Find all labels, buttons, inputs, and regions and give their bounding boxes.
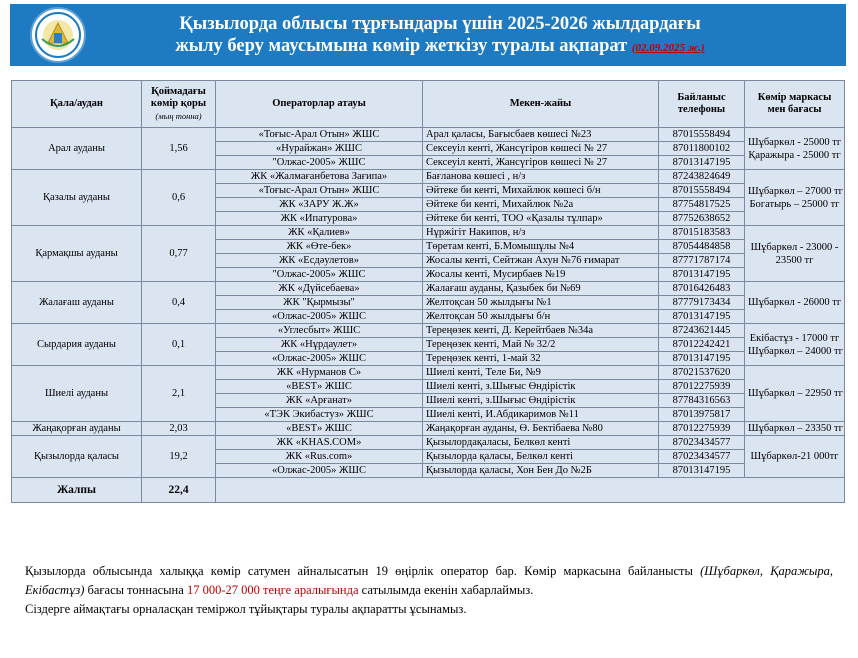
title-line-2: жылу беру маусымына көмір жеткізу туралы ақпарат: [175, 36, 628, 56]
table-row: [12, 324, 845, 338]
price-cell: [745, 128, 845, 170]
address-cell: Төретам кенті, Б.Момышұлы №4: [423, 240, 659, 254]
phone-cell: 87015183583: [659, 226, 745, 240]
region-cell: Шиелі ауданы: [12, 366, 142, 422]
volume-cell: 0,77: [142, 226, 216, 282]
volume-cell: 1,56: [142, 128, 216, 170]
address-cell: Желтоқсан 50 жылдығы №1: [423, 296, 659, 310]
price-cell: [745, 366, 845, 422]
price-line: 23500 тг: [775, 254, 814, 266]
coal-operators-table: [11, 80, 845, 503]
phone-cell: 87012242421: [659, 338, 745, 352]
footer-text-3: сатылымда екенін хабарлаймыз.: [358, 583, 534, 597]
region-cell: Жаңақорған ауданы: [12, 422, 142, 436]
region-cell: Сырдария ауданы: [12, 324, 142, 366]
address-cell: Әйтеке би кенті, Михайлюк №2а: [423, 198, 659, 212]
operator-cell: ЖК «Дүйсебаева»: [216, 282, 423, 296]
price-cell: [745, 226, 845, 282]
header-volume-label: Қоймадағы көмір қоры: [150, 86, 207, 109]
region-cell: Жалағаш ауданы: [12, 282, 142, 324]
footer-note: [25, 562, 833, 619]
address-cell: Қызылорда қаласы, Белкөл кенті: [423, 450, 659, 464]
operator-cell: «ТЭК Экибастуз» ЖШС: [216, 408, 423, 422]
phone-cell: 87015558494: [659, 184, 745, 198]
total-label: Жалпы: [12, 478, 142, 503]
address-cell: Жаңақорған ауданы, Ө. Бектібаева №80: [423, 422, 659, 436]
address-cell: Сексеуіл кенті, Жансүгіров көшесі № 27: [423, 142, 659, 156]
region-cell: Қармақшы ауданы: [12, 226, 142, 282]
phone-cell: 87779173434: [659, 296, 745, 310]
table-row: [12, 226, 845, 240]
address-cell: Жосалы кенті, Мусирбаев №19: [423, 268, 659, 282]
volume-cell: 2,03: [142, 422, 216, 436]
price-line: Шұбаркөл - 25000 тг: [748, 136, 842, 148]
price-line: Шұбаркөл - 23000 -: [750, 241, 839, 253]
price-line: Шұбаркөл – 27000 тг: [748, 185, 843, 197]
address-cell: Арал қаласы, Бағысбаев көшесі №23: [423, 128, 659, 142]
price-cell: [745, 436, 845, 478]
table-row: [12, 366, 845, 380]
table-row: [12, 436, 845, 450]
volume-cell: 19,2: [142, 436, 216, 478]
operator-cell: «BEST» ЖШС: [216, 422, 423, 436]
operator-cell: ЖК «Ипатурова»: [216, 212, 423, 226]
phone-cell: 87021537620: [659, 366, 745, 380]
address-cell: Шиелі кенті, И.Абдикаримов №11: [423, 408, 659, 422]
operator-cell: ЖК «Нұрдаулет»: [216, 338, 423, 352]
phone-cell: 87771787174: [659, 254, 745, 268]
phone-cell: 87013147195: [659, 268, 745, 282]
operator-cell: ЖК «Арғанат»: [216, 394, 423, 408]
phone-cell: 87011800102: [659, 142, 745, 156]
phone-cell: 87752638652: [659, 212, 745, 226]
address-cell: Нұржігіт Накипов, н/з: [423, 226, 659, 240]
footer-text-2: бағасы тоннасына: [84, 583, 187, 597]
address-cell: Әйтеке би кенті, Михайлюк көшесі б/н: [423, 184, 659, 198]
operator-cell: «Тоғыс-Арал Отын» ЖШС: [216, 128, 423, 142]
operator-cell: «Нурайжан» ЖШС: [216, 142, 423, 156]
phone-cell: 87023434577: [659, 436, 745, 450]
phone-cell: 87016426483: [659, 282, 745, 296]
header-address: Мекен-жайы: [423, 81, 659, 128]
operator-cell: ЖК «KHAS.COM»: [216, 436, 423, 450]
phone-cell: 87023434577: [659, 450, 745, 464]
footer-text-4: Сіздерге аймақтағы орналасқан теміржол тұйықтары туралы ақпаратты ұсынамыз.: [25, 602, 467, 616]
operator-cell: «Олжас-2005» ЖШС: [216, 352, 423, 366]
operator-cell: «Олжас-2005» ЖШС: [216, 310, 423, 324]
phone-cell: 87013147195: [659, 310, 745, 324]
phone-cell: 87784316563: [659, 394, 745, 408]
operator-cell: ЖК «Қалиев»: [216, 226, 423, 240]
phone-cell: 87243621445: [659, 324, 745, 338]
price-line: Шұбаркөл – 22950 тг: [748, 388, 843, 399]
operator-cell: «Углесбыт» ЖШС: [216, 324, 423, 338]
volume-cell: 0,6: [142, 170, 216, 226]
address-cell: Бағланова көшесі , н/з: [423, 170, 659, 184]
operator-cell: ЖК "Қырмызы": [216, 296, 423, 310]
operator-cell: ЖК «Rus.com»: [216, 450, 423, 464]
phone-cell: 87054484858: [659, 240, 745, 254]
address-cell: Жосалы кенті, Сейтжан Ахун №76 ғимарат: [423, 254, 659, 268]
total-value: 22,4: [142, 478, 216, 503]
phone-cell: 87013147195: [659, 464, 745, 478]
region-cell: Арал ауданы: [12, 128, 142, 170]
phone-cell: 87015558494: [659, 128, 745, 142]
price-line: Шұбаркөл – 23350 тг: [748, 423, 843, 434]
price-cell: [745, 170, 845, 226]
address-cell: Шиелі кенті, з.Шығыс Өндірістік: [423, 380, 659, 394]
header-operator: Операторлар атауы: [216, 81, 423, 128]
address-cell: Тереңөзек кенті, Д. Керейтбаев №34а: [423, 324, 659, 338]
phone-cell: 87012275939: [659, 380, 745, 394]
volume-cell: 0,1: [142, 324, 216, 366]
header-phone: Байланыс телефоны: [659, 81, 745, 128]
address-cell: Қызылорда қаласы, Хон Бен До №2Б: [423, 464, 659, 478]
table-row: [12, 128, 845, 142]
phone-cell: 87012275939: [659, 422, 745, 436]
table-header-row: [12, 81, 845, 128]
address-cell: Сексеуіл кенті, Жансүгіров көшесі № 27: [423, 156, 659, 170]
address-cell: Шиелі кенті, Теле Би, №9: [423, 366, 659, 380]
header-banner: [10, 4, 846, 66]
price-cell: [745, 324, 845, 366]
page-title: [110, 13, 770, 59]
phone-cell: 87754817525: [659, 198, 745, 212]
operator-cell: ЖК «Нурманов С»: [216, 366, 423, 380]
address-cell: Әйтеке би кенті, ТОО «Қазалы тұлпар»: [423, 212, 659, 226]
phone-cell: 87013147195: [659, 156, 745, 170]
total-row: [12, 478, 845, 503]
address-cell: Желтоқсан 50 жылдығы б/н: [423, 310, 659, 324]
operator-cell: "Олжас-2005» ЖШС: [216, 268, 423, 282]
price-line: Шұбаркөл - 26000 тг: [748, 297, 842, 308]
header-volume: [142, 81, 216, 128]
volume-cell: 2,1: [142, 366, 216, 422]
header-volume-unit: (мың тонна): [155, 111, 202, 121]
phone-cell: 87013147195: [659, 352, 745, 366]
operator-cell: «BEST» ЖШС: [216, 380, 423, 394]
report-date: (02.09.2025 ж.): [631, 42, 705, 54]
price-line: Қаражыра - 25000 тг: [748, 149, 841, 161]
operator-cell: ЖК «ЗАРУ Ж.Ж»: [216, 198, 423, 212]
header-region: Қала/аудан: [12, 81, 142, 128]
table-row: [12, 422, 845, 436]
region-emblem-logo: [30, 7, 86, 63]
address-cell: Тереңөзек кенті, 1-май 32: [423, 352, 659, 366]
address-cell: Шиелі кенті, з.Шығыс Өндірістік: [423, 394, 659, 408]
volume-cell: 0,4: [142, 282, 216, 324]
price-cell: [745, 282, 845, 324]
region-cell: Қызылорда қаласы: [12, 436, 142, 478]
phone-cell: 87013975817: [659, 408, 745, 422]
operator-cell: ЖК «Өте-бек»: [216, 240, 423, 254]
table-body: [12, 128, 845, 503]
total-blank: [216, 478, 845, 503]
footer-price-range: 17 000-27 000 теңге аралығында: [186, 583, 359, 597]
price-line: Шұбаркөл-21 000тг: [750, 451, 839, 462]
operator-cell: "Олжас-2005» ЖШС: [216, 156, 423, 170]
price-line: Екібастұз - 17000 тг: [749, 332, 840, 344]
title-line-1: Қызылорда облысы тұрғындары үшін 2025-2026 жылдардағы: [179, 14, 701, 34]
address-cell: Жалағаш ауданы, Қазыбек би №69: [423, 282, 659, 296]
table-row: [12, 282, 845, 296]
address-cell: Қызылордақаласы, Белкөл кенті: [423, 436, 659, 450]
operator-cell: «Тоғыс-Арал Отын» ЖШС: [216, 184, 423, 198]
footer-coal-brands: (Шұбаркөл, Қаражыра, Екібастұз): [25, 564, 833, 597]
phone-cell: 87243824649: [659, 170, 745, 184]
footer-text-1: Қызылорда облысында халыққа көмір сатумен айналысатын 19 өңірлік оператор бар. Көмір маркасына байланысты: [25, 564, 701, 578]
price-line: Шұбаркөл – 24000 тг: [748, 345, 843, 357]
operator-cell: «Олжас-2005» ЖШС: [216, 464, 423, 478]
region-cell: Қазалы ауданы: [12, 170, 142, 226]
table-row: [12, 170, 845, 184]
operator-cell: ЖК «Есдәулетов»: [216, 254, 423, 268]
price-cell: [745, 422, 845, 436]
price-line: Богатырь – 25000 тг: [749, 198, 840, 210]
header-price: Көмір маркасы мен бағасы: [745, 81, 845, 128]
address-cell: Тереңөзек кенті, Май № 32/2: [423, 338, 659, 352]
operator-cell: ЖК «Жалмағанбетова Зағипа»: [216, 170, 423, 184]
